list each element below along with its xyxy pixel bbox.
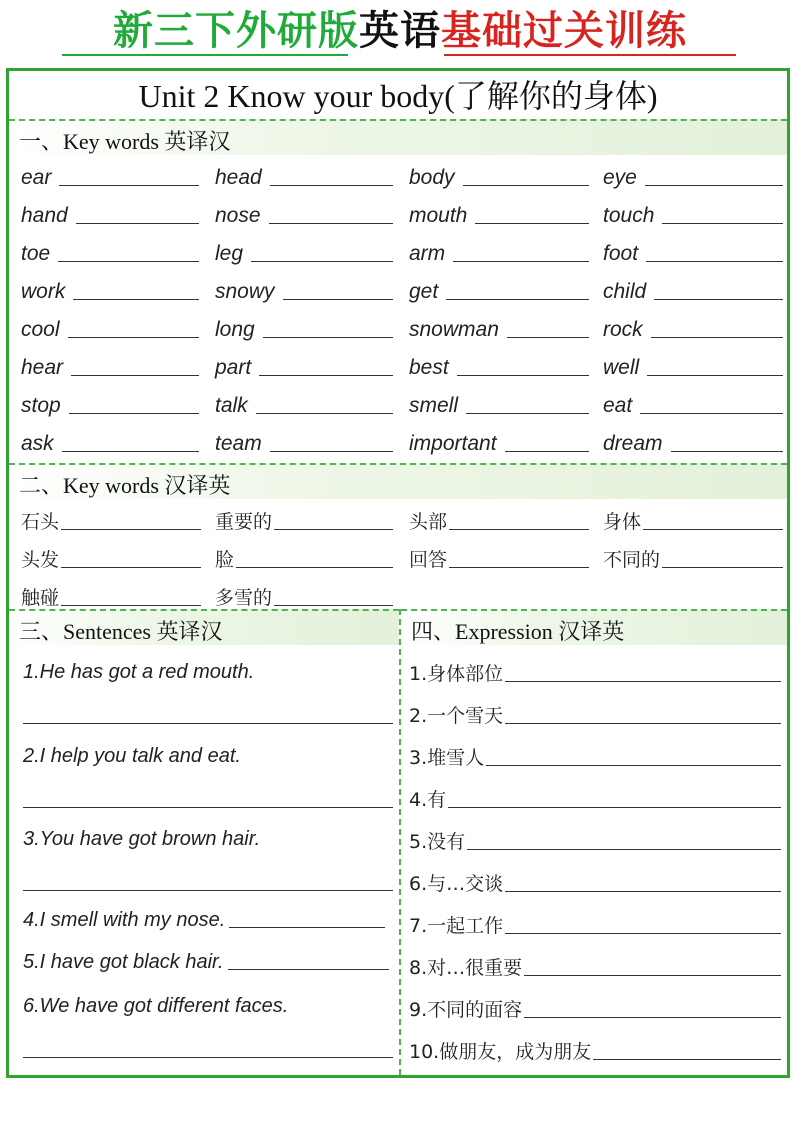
en-word: well bbox=[603, 356, 640, 379]
answer-blank[interactable] bbox=[463, 185, 589, 186]
en-word: ear bbox=[21, 166, 52, 189]
en-word-cell bbox=[21, 239, 199, 269]
worksheet-banner bbox=[0, 0, 800, 62]
cn-word-cell bbox=[603, 507, 783, 537]
answer-blank[interactable] bbox=[662, 567, 783, 568]
answer-blank[interactable] bbox=[645, 185, 783, 186]
en-word-cell bbox=[409, 201, 589, 231]
en-word: part bbox=[215, 356, 252, 379]
answer-blank[interactable] bbox=[486, 765, 781, 766]
en-word-cell bbox=[409, 353, 589, 383]
expression-prompt: 8.对…很重要 bbox=[409, 957, 523, 979]
en-word-cell bbox=[603, 315, 783, 345]
answer-blank[interactable] bbox=[274, 605, 393, 606]
answer-blank[interactable] bbox=[69, 413, 199, 414]
en-word: eat bbox=[603, 394, 633, 417]
expression-row bbox=[409, 995, 781, 1025]
answer-blank[interactable] bbox=[646, 261, 783, 262]
en-word: hear bbox=[21, 356, 64, 379]
answer-blank[interactable] bbox=[466, 413, 589, 414]
en-word-cell bbox=[215, 429, 393, 459]
answer-blank[interactable] bbox=[256, 413, 393, 414]
en-word: mouth bbox=[409, 204, 468, 227]
en-word: eye bbox=[603, 166, 637, 189]
en-word-cell bbox=[215, 277, 393, 307]
en-word-cell bbox=[409, 315, 589, 345]
en-word-cell bbox=[21, 391, 199, 421]
en-word-cell bbox=[409, 391, 589, 421]
en-word: talk bbox=[215, 394, 248, 417]
cn-word: 石头 bbox=[21, 511, 60, 533]
cn-word-cell bbox=[21, 507, 201, 537]
en-word: toe bbox=[21, 242, 51, 265]
en-word: best bbox=[409, 356, 449, 379]
answer-blank[interactable] bbox=[651, 337, 783, 338]
answer-blank[interactable] bbox=[448, 807, 781, 808]
answer-blank[interactable] bbox=[467, 849, 781, 850]
expression-prompt: 6.与…交谈 bbox=[409, 873, 504, 895]
cn-word-cell bbox=[409, 545, 589, 575]
answer-blank[interactable] bbox=[453, 261, 589, 262]
en-word: smell bbox=[409, 394, 459, 417]
en-word: child bbox=[603, 280, 647, 303]
answer-blank[interactable] bbox=[58, 261, 199, 262]
answer-blank[interactable] bbox=[61, 567, 201, 568]
banner-series: 新三下外研版 bbox=[113, 7, 359, 54]
expression-row bbox=[409, 785, 781, 815]
en-word: important bbox=[409, 432, 497, 455]
answer-blank[interactable] bbox=[505, 891, 781, 892]
expression-prompt: 2.一个雪天 bbox=[409, 705, 504, 727]
answer-line-4[interactable] bbox=[229, 927, 385, 928]
answer-blank[interactable] bbox=[654, 299, 783, 300]
cn-word: 多雪的 bbox=[215, 587, 273, 609]
en-word: arm bbox=[409, 242, 446, 265]
en-word: stop bbox=[21, 394, 61, 417]
sentence-2: 2.I help you talk and eat. bbox=[23, 745, 241, 767]
en-word-cell bbox=[409, 239, 589, 269]
answer-line-2[interactable] bbox=[23, 807, 393, 808]
expression-prompt: 5.没有 bbox=[409, 831, 466, 853]
banner-training: 基础过关训练 bbox=[441, 7, 687, 54]
answer-blank[interactable] bbox=[662, 223, 783, 224]
answer-blank[interactable] bbox=[251, 261, 393, 262]
answer-line-3[interactable] bbox=[23, 890, 393, 891]
answer-blank[interactable] bbox=[647, 375, 783, 376]
en-word: get bbox=[409, 280, 439, 303]
cn-word-cell bbox=[215, 545, 393, 575]
en-word: team bbox=[215, 432, 262, 455]
cn-word: 头发 bbox=[21, 549, 60, 571]
cn-word-cell bbox=[409, 507, 589, 537]
en-word-cell bbox=[215, 201, 393, 231]
en-word-cell bbox=[409, 429, 589, 459]
en-word-cell bbox=[21, 315, 199, 345]
en-word: touch bbox=[603, 204, 655, 227]
answer-blank[interactable] bbox=[73, 299, 199, 300]
cn-word: 头部 bbox=[409, 511, 448, 533]
en-word: ask bbox=[21, 432, 54, 455]
answer-blank[interactable] bbox=[61, 529, 201, 530]
expression-prompt: 3.堆雪人 bbox=[409, 747, 485, 769]
expression-row bbox=[409, 1037, 781, 1067]
sentence-1: 1.He has got a red mouth. bbox=[23, 661, 255, 683]
answer-blank[interactable] bbox=[269, 223, 393, 224]
answer-line-1[interactable] bbox=[23, 723, 393, 724]
sentence-4: 4.I smell with my nose. bbox=[23, 909, 226, 931]
section-2-title: 二、Key words 汉译英 bbox=[19, 473, 231, 498]
cn-word: 脸 bbox=[215, 549, 235, 571]
answer-blank[interactable] bbox=[505, 451, 589, 452]
answer-blank[interactable] bbox=[457, 375, 589, 376]
sentence-row-4 bbox=[23, 905, 385, 935]
en-word: snowy bbox=[215, 280, 275, 303]
en-word: hand bbox=[21, 204, 68, 227]
answer-blank[interactable] bbox=[270, 185, 393, 186]
answer-blank[interactable] bbox=[61, 605, 201, 606]
sentence-row-5 bbox=[23, 947, 389, 977]
en-word-cell bbox=[21, 429, 199, 459]
unit-title: Unit 2 Know your body(了解你的身体) bbox=[138, 78, 658, 114]
answer-blank[interactable] bbox=[505, 723, 781, 724]
section-3-title: 三、Sentences 英译汉 bbox=[19, 619, 223, 644]
answer-blank[interactable] bbox=[643, 529, 783, 530]
section-3-header bbox=[9, 609, 399, 645]
answer-blank[interactable] bbox=[449, 529, 589, 530]
en-word-cell bbox=[215, 315, 393, 345]
section-1-header bbox=[9, 119, 787, 155]
answer-line-6[interactable] bbox=[23, 1057, 393, 1058]
cn-word: 回答 bbox=[409, 549, 448, 571]
expression-row bbox=[409, 701, 781, 731]
cn-word-cell bbox=[215, 507, 393, 537]
answer-blank[interactable] bbox=[507, 337, 589, 338]
answer-blank[interactable] bbox=[274, 529, 393, 530]
worksheet-frame bbox=[6, 68, 790, 1078]
expression-prompt: 9.不同的面容 bbox=[409, 999, 523, 1021]
answer-blank[interactable] bbox=[593, 1059, 781, 1060]
banner-subject: 英语 bbox=[359, 7, 441, 54]
cn-word-cell bbox=[603, 545, 783, 575]
answer-blank[interactable] bbox=[236, 567, 393, 568]
en-word-cell bbox=[215, 239, 393, 269]
expression-row bbox=[409, 869, 781, 899]
cn-word: 不同的 bbox=[603, 549, 661, 571]
banner-underline-green bbox=[62, 54, 348, 56]
en-word-cell bbox=[603, 163, 783, 193]
answer-blank[interactable] bbox=[283, 299, 393, 300]
expression-row bbox=[409, 743, 781, 773]
answer-blank[interactable] bbox=[524, 1017, 781, 1018]
en-word: rock bbox=[603, 318, 643, 341]
answer-blank[interactable] bbox=[671, 451, 783, 452]
en-word: cool bbox=[21, 318, 60, 341]
en-word-cell bbox=[21, 277, 199, 307]
section-4-header bbox=[401, 609, 787, 645]
en-word: work bbox=[21, 280, 66, 303]
expression-prompt: 10.做朋友，成为朋友 bbox=[409, 1041, 592, 1063]
sentence-5: 5.I have got black hair. bbox=[23, 951, 224, 973]
answer-blank[interactable] bbox=[76, 223, 199, 224]
section-1-title: 一、Key words 英译汉 bbox=[19, 129, 231, 154]
answer-blank[interactable] bbox=[263, 337, 393, 338]
answer-blank[interactable] bbox=[62, 451, 199, 452]
column-divider bbox=[399, 609, 401, 1075]
expression-row bbox=[409, 911, 781, 941]
answer-blank[interactable] bbox=[505, 933, 781, 934]
answer-blank[interactable] bbox=[640, 413, 783, 414]
answer-blank[interactable] bbox=[505, 681, 781, 682]
en-word-cell bbox=[603, 277, 783, 307]
sentence-6: 6.We have got different faces. bbox=[23, 995, 289, 1017]
answer-blank[interactable] bbox=[68, 337, 199, 338]
answer-blank[interactable] bbox=[524, 975, 781, 976]
en-word: head bbox=[215, 166, 262, 189]
en-word: dream bbox=[603, 432, 663, 455]
en-word-cell bbox=[603, 201, 783, 231]
answer-blank[interactable] bbox=[475, 223, 589, 224]
answer-blank[interactable] bbox=[270, 451, 393, 452]
answer-blank[interactable] bbox=[71, 375, 199, 376]
en-word-cell bbox=[215, 163, 393, 193]
cn-word: 身体 bbox=[603, 511, 642, 533]
en-word-cell bbox=[21, 201, 199, 231]
expression-prompt: 1.身体部位 bbox=[409, 663, 504, 685]
en-word-cell bbox=[603, 239, 783, 269]
en-word-cell bbox=[603, 353, 783, 383]
en-word: snowman bbox=[409, 318, 499, 341]
en-word: body bbox=[409, 166, 455, 189]
expression-prompt: 7.一起工作 bbox=[409, 915, 504, 937]
en-word: long bbox=[215, 318, 255, 341]
en-word-cell bbox=[215, 353, 393, 383]
en-word: nose bbox=[215, 204, 261, 227]
answer-blank[interactable] bbox=[446, 299, 589, 300]
expression-prompt: 4.有 bbox=[409, 789, 447, 811]
section-4-title: 四、Expression 汉译英 bbox=[411, 619, 625, 644]
en-word-cell bbox=[603, 429, 783, 459]
expression-row bbox=[409, 827, 781, 857]
en-word-cell bbox=[603, 391, 783, 421]
en-word-cell bbox=[409, 163, 589, 193]
answer-line-5[interactable] bbox=[228, 969, 390, 970]
answer-blank[interactable] bbox=[449, 567, 589, 568]
cn-word: 触碰 bbox=[21, 587, 60, 609]
en-word: leg bbox=[215, 242, 244, 265]
en-word-cell bbox=[409, 277, 589, 307]
answer-blank[interactable] bbox=[59, 185, 199, 186]
en-word-cell bbox=[21, 163, 199, 193]
en-word: foot bbox=[603, 242, 639, 265]
banner-underline-red bbox=[444, 54, 736, 56]
en-word-cell bbox=[215, 391, 393, 421]
sentence-3: 3.You have got brown hair. bbox=[23, 828, 261, 850]
cn-word-cell bbox=[21, 545, 201, 575]
cn-word: 重要的 bbox=[215, 511, 273, 533]
section-2-header bbox=[9, 463, 787, 499]
en-word-cell bbox=[21, 353, 199, 383]
expression-row bbox=[409, 953, 781, 983]
expression-row bbox=[409, 659, 781, 689]
answer-blank[interactable] bbox=[259, 375, 393, 376]
